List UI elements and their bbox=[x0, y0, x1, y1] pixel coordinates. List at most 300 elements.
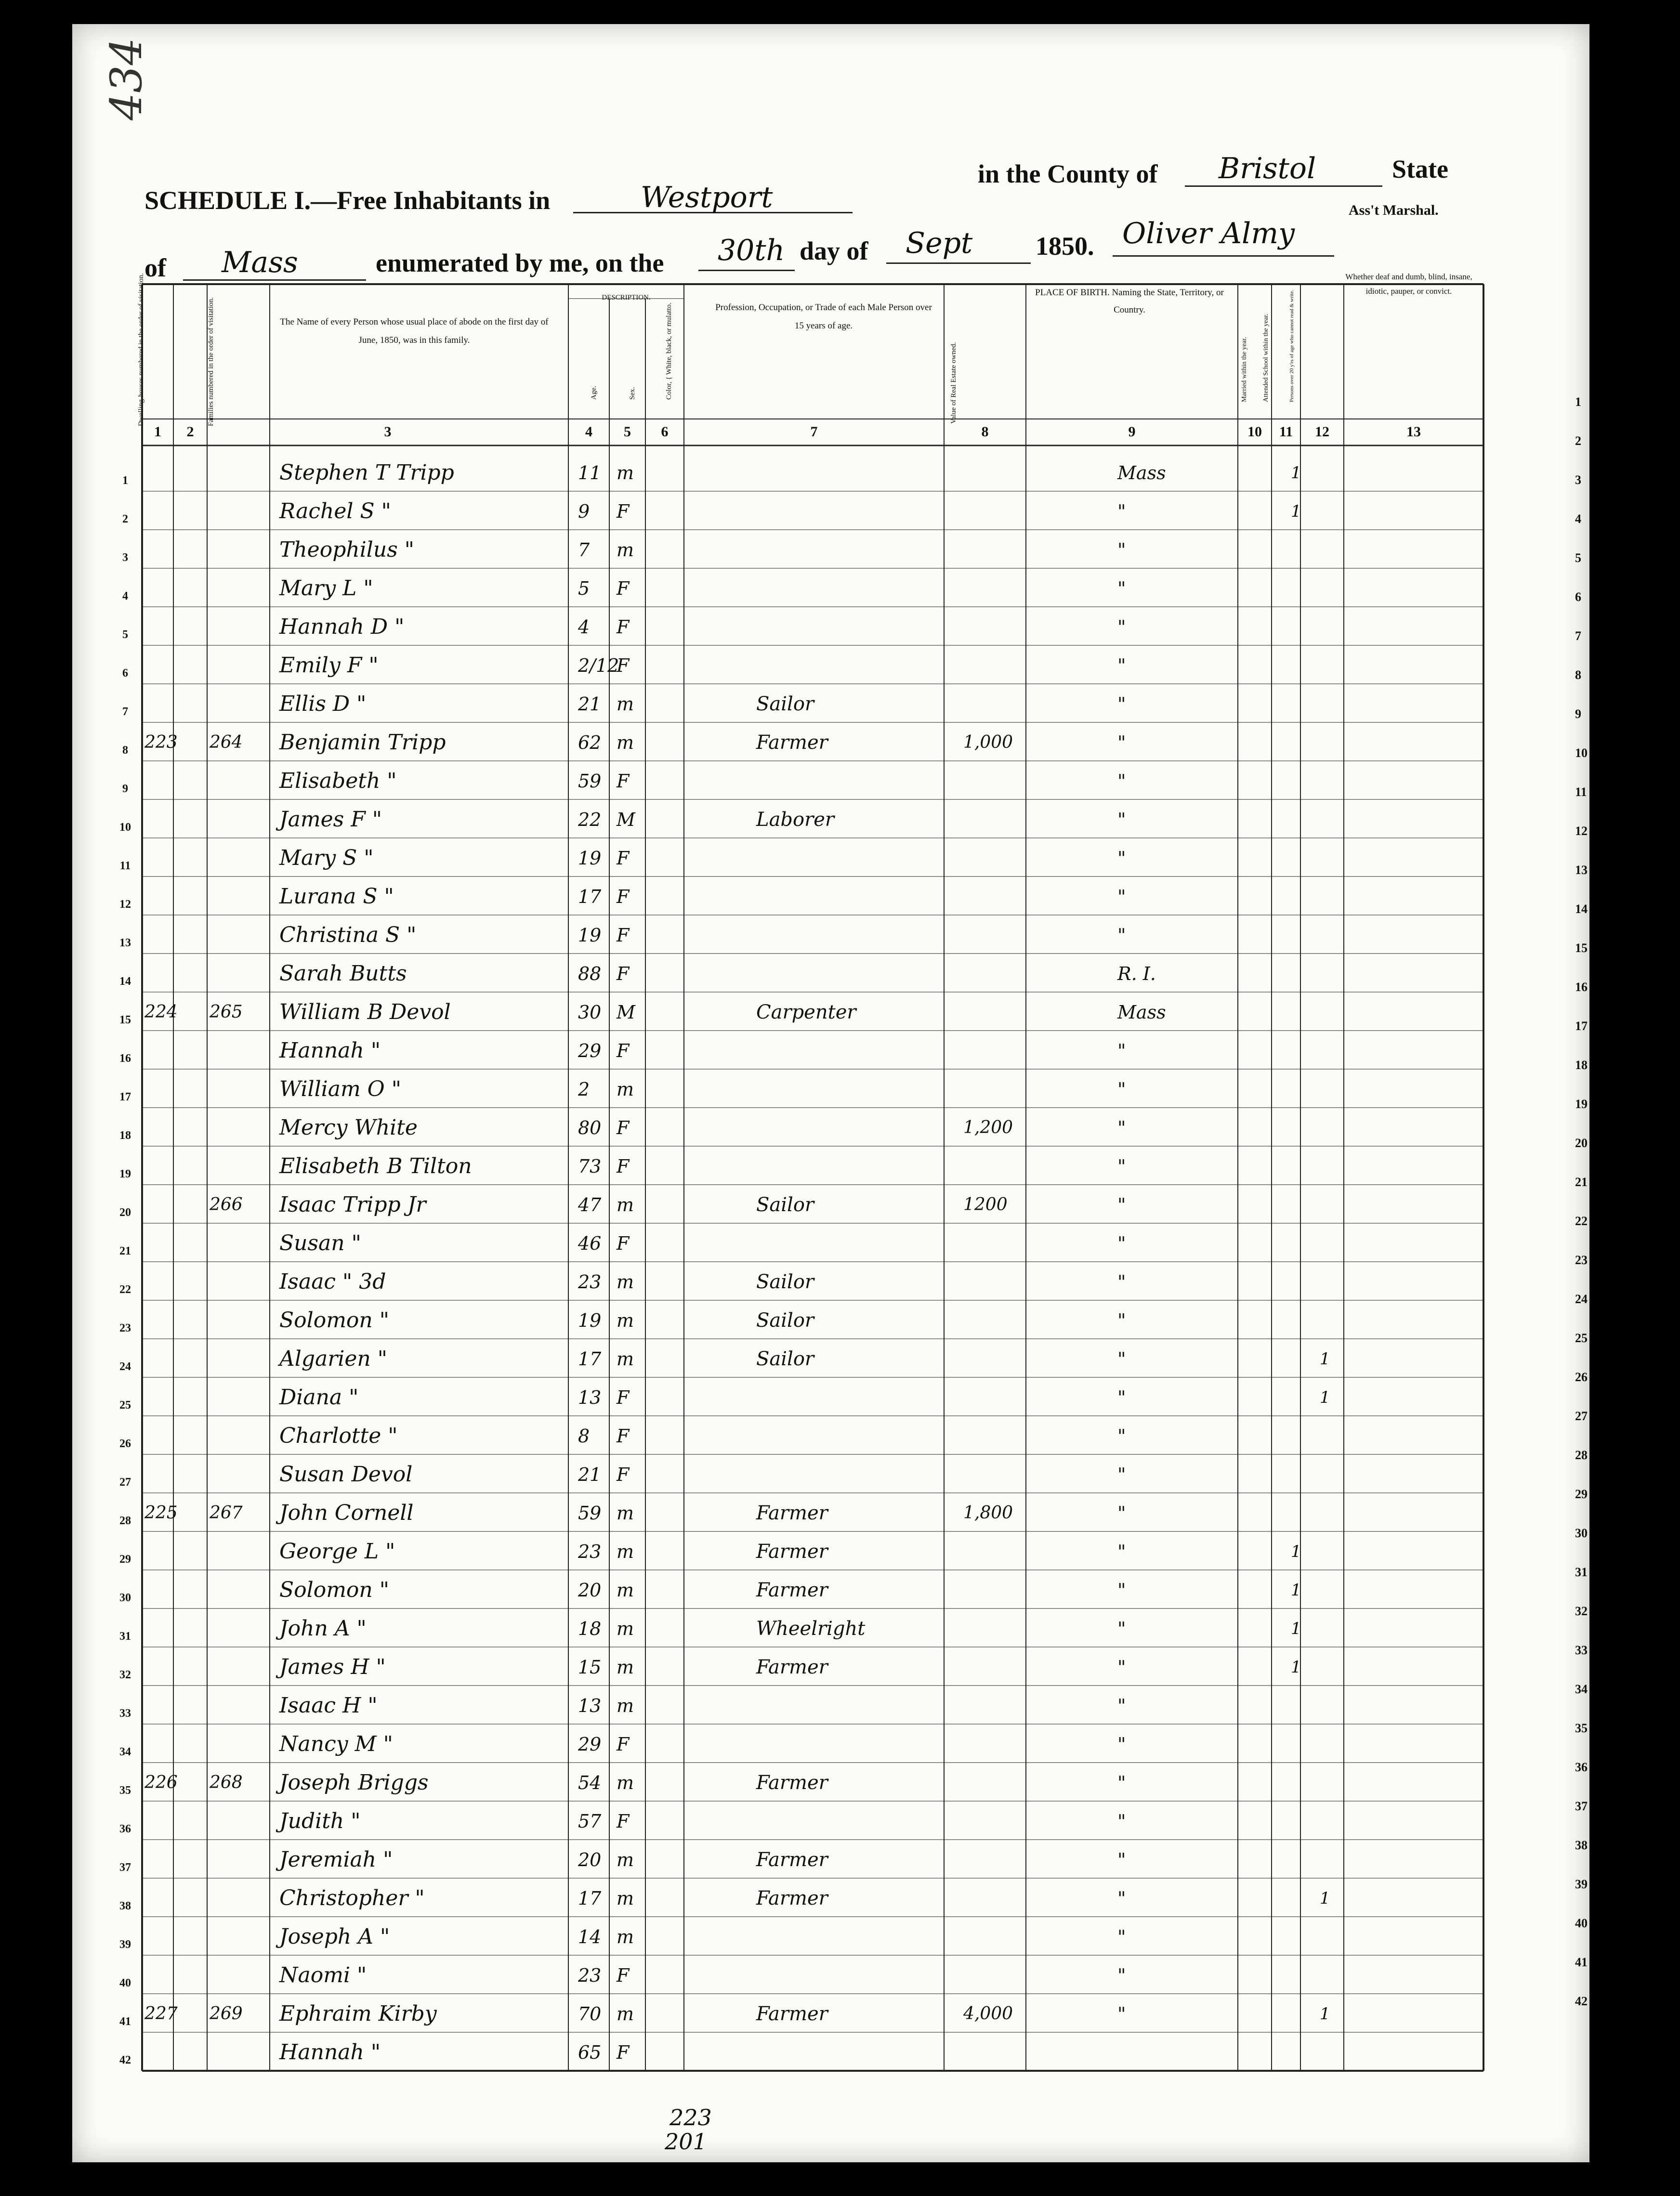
birthplace-value: " bbox=[1117, 1849, 1126, 1870]
sex-value: m bbox=[617, 1348, 634, 1370]
birthplace-value: " bbox=[1117, 1117, 1126, 1138]
person-name: Hannah " bbox=[279, 1038, 381, 1063]
column-number: 7 bbox=[810, 424, 818, 440]
age-value: 54 bbox=[578, 1772, 602, 1793]
adjacent-line-number: 31 bbox=[1575, 1565, 1588, 1579]
age-value: 23 bbox=[578, 1541, 602, 1562]
line-number: 4 bbox=[122, 590, 128, 602]
age-value: 8 bbox=[578, 1425, 590, 1447]
person-name: Ephraim Kirby bbox=[279, 2001, 437, 2026]
adjacent-line-number: 11 bbox=[1575, 785, 1587, 799]
of-label: of bbox=[144, 253, 166, 282]
sex-value: m bbox=[617, 2003, 634, 2025]
birthplace-value: " bbox=[1117, 616, 1126, 638]
line-number: 24 bbox=[119, 1360, 131, 1373]
person-name: Jeremiah " bbox=[279, 1847, 393, 1872]
age-value: 11 bbox=[578, 462, 602, 484]
person-name: Mary L " bbox=[279, 576, 373, 601]
birthplace-value: " bbox=[1117, 1156, 1126, 1177]
age-value: 13 bbox=[578, 1387, 602, 1408]
sex-value: F bbox=[617, 1811, 630, 1832]
family-number: 268 bbox=[210, 1773, 243, 1792]
line-number: 41 bbox=[119, 2015, 131, 2028]
sex-value: F bbox=[617, 616, 630, 638]
person-name: Joseph A " bbox=[279, 1924, 390, 1949]
person-name: Nancy M " bbox=[279, 1732, 393, 1756]
birthplace-value: " bbox=[1117, 539, 1126, 561]
column-number: 10 bbox=[1247, 424, 1262, 440]
sex-value: F bbox=[617, 771, 630, 792]
birthplace-value: " bbox=[1117, 1888, 1126, 1909]
birthplace-value: " bbox=[1117, 501, 1126, 522]
school-mark: 1 bbox=[1291, 1542, 1301, 1561]
age-value: 19 bbox=[578, 1310, 602, 1331]
sex-value: F bbox=[617, 963, 630, 984]
adjacent-line-number: 8 bbox=[1575, 668, 1581, 682]
age-value: 59 bbox=[578, 771, 602, 792]
birthplace-value: " bbox=[1117, 1348, 1126, 1370]
line-number: 36 bbox=[119, 1823, 131, 1835]
line-number: 17 bbox=[119, 1091, 131, 1103]
county-label: in the County of bbox=[978, 159, 1158, 188]
age-value: 22 bbox=[578, 809, 602, 830]
person-name: Mercy White bbox=[279, 1115, 418, 1140]
family-number: 265 bbox=[210, 1002, 243, 1022]
header-illiterate: Persons over 20 y'rs of age who cannot read & write. bbox=[1289, 289, 1295, 402]
line-number: 25 bbox=[119, 1399, 131, 1412]
schedule-title: SCHEDULE I.—Free Inhabitants in bbox=[144, 186, 551, 215]
person-name: Susan Devol bbox=[279, 1462, 413, 1487]
line-number: 18 bbox=[119, 1129, 131, 1142]
age-value: 5 bbox=[578, 578, 590, 599]
adjacent-line-number: 20 bbox=[1575, 1136, 1588, 1150]
birthplace-value: " bbox=[1117, 1734, 1126, 1755]
person-name: Theophilus " bbox=[279, 537, 415, 562]
birthplace-value: " bbox=[1117, 1541, 1126, 1562]
sex-value: F bbox=[617, 1040, 630, 1061]
adjacent-line-number: 17 bbox=[1575, 1019, 1588, 1033]
birthplace-value: Mass bbox=[1117, 462, 1166, 484]
sex-value: F bbox=[617, 1965, 630, 1986]
footer-tally-bottom: 201 bbox=[665, 2129, 707, 2155]
school-mark: 1 bbox=[1291, 1619, 1301, 1638]
dwelling-number: 227 bbox=[144, 2004, 178, 2024]
birthplace-value: " bbox=[1117, 1387, 1126, 1408]
adjacent-line-number: 13 bbox=[1575, 863, 1588, 877]
column-number: 6 bbox=[661, 424, 669, 440]
real-estate-value: 1,000 bbox=[963, 732, 1013, 752]
birthplace-value: " bbox=[1117, 886, 1126, 907]
birthplace-value: " bbox=[1117, 1926, 1126, 1948]
adjacent-line-number: 14 bbox=[1575, 902, 1588, 916]
sex-value: F bbox=[617, 1117, 630, 1138]
age-value: 23 bbox=[578, 1271, 602, 1293]
adjacent-line-number: 21 bbox=[1575, 1175, 1588, 1189]
sex-value: M bbox=[617, 809, 635, 830]
column-number: 9 bbox=[1128, 424, 1136, 440]
adjacent-line-number: 4 bbox=[1575, 512, 1581, 526]
age-value: 17 bbox=[578, 1888, 602, 1909]
occupation-value: Sailor bbox=[756, 1348, 814, 1370]
age-value: 23 bbox=[578, 1965, 602, 1986]
occupation-value: Farmer bbox=[756, 1541, 828, 1563]
person-name: Joseph Briggs bbox=[279, 1770, 429, 1795]
sex-value: m bbox=[617, 1888, 634, 1909]
person-name: William O " bbox=[279, 1077, 401, 1101]
family-number: 266 bbox=[210, 1195, 243, 1215]
sex-value: m bbox=[617, 1926, 634, 1948]
occupation-value: Sailor bbox=[756, 1271, 814, 1293]
adjacent-line-number: 18 bbox=[1575, 1058, 1588, 1072]
line-number: 34 bbox=[119, 1746, 131, 1758]
age-value: 13 bbox=[578, 1695, 602, 1716]
header-color: Color, { White, black, or mulatto. bbox=[665, 302, 673, 400]
occupation-value: Wheelright bbox=[756, 1618, 866, 1640]
column-number: 3 bbox=[384, 424, 392, 440]
adjacent-line-number: 32 bbox=[1575, 1604, 1588, 1618]
birthplace-value: " bbox=[1117, 1657, 1126, 1678]
column-number: 12 bbox=[1315, 424, 1329, 440]
person-name: Hannah D " bbox=[279, 614, 405, 639]
age-value: 2 bbox=[578, 1079, 590, 1100]
age-value: 57 bbox=[578, 1811, 602, 1832]
sex-value: m bbox=[617, 1580, 634, 1601]
adjacent-line-number: 41 bbox=[1575, 1955, 1588, 1969]
family-number: 267 bbox=[210, 1503, 243, 1523]
real-estate-value: 1200 bbox=[963, 1195, 1008, 1215]
adjacent-line-number: 40 bbox=[1575, 1916, 1588, 1930]
birthplace-value: " bbox=[1117, 1580, 1126, 1601]
adjacent-line-number: 12 bbox=[1575, 824, 1588, 838]
family-number: 264 bbox=[210, 732, 243, 752]
line-number: 5 bbox=[122, 628, 128, 641]
line-number: 8 bbox=[122, 744, 128, 757]
person-name: Isaac Tripp Jr bbox=[279, 1192, 426, 1217]
person-name: James H " bbox=[279, 1655, 386, 1679]
sex-value: F bbox=[617, 886, 630, 907]
page-number: 434 bbox=[101, 38, 152, 120]
adjacent-line-number: 15 bbox=[1575, 941, 1588, 955]
age-value: 29 bbox=[578, 1734, 602, 1755]
birthplace-value: " bbox=[1117, 693, 1126, 715]
adjacent-line-number: 2 bbox=[1575, 434, 1581, 448]
sex-value: m bbox=[617, 1849, 634, 1870]
occupation-value: Farmer bbox=[756, 732, 828, 754]
adjacent-line-number: 3 bbox=[1575, 473, 1581, 487]
line-number: 31 bbox=[119, 1630, 131, 1643]
sex-value: F bbox=[617, 1233, 630, 1254]
birthplace-value: " bbox=[1117, 809, 1126, 830]
adjacent-line-number: 22 bbox=[1575, 1214, 1588, 1228]
column-number: 13 bbox=[1406, 424, 1421, 440]
birthplace-value: " bbox=[1117, 848, 1126, 869]
person-name: Ellis D " bbox=[279, 692, 367, 716]
header-occupation: Profession, Occupation, or Trade of each Male Person over 15 years of age. bbox=[715, 302, 932, 331]
birthplace-value: " bbox=[1117, 2003, 1126, 2025]
line-number: 9 bbox=[122, 783, 128, 795]
adjacent-line-number: 24 bbox=[1575, 1292, 1588, 1306]
birthplace-value: " bbox=[1117, 1310, 1126, 1331]
adjacent-line-number: 5 bbox=[1575, 551, 1581, 565]
person-name: Isaac " 3d bbox=[279, 1269, 386, 1294]
age-value: 73 bbox=[578, 1156, 602, 1177]
footer-tally-top: 223 bbox=[669, 2104, 712, 2131]
line-number: 26 bbox=[119, 1438, 131, 1450]
line-number: 11 bbox=[119, 860, 131, 872]
occupation-value: Sailor bbox=[756, 1194, 814, 1216]
person-name: Mary S " bbox=[279, 846, 374, 870]
birthplace-value: " bbox=[1117, 578, 1126, 599]
line-number: 21 bbox=[119, 1245, 131, 1257]
sex-value: m bbox=[617, 693, 634, 715]
column-number: 4 bbox=[585, 424, 592, 440]
line-number: 20 bbox=[119, 1206, 131, 1219]
sex-value: m bbox=[617, 462, 634, 484]
column-number: 5 bbox=[624, 424, 631, 440]
adjacent-line-number: 33 bbox=[1575, 1643, 1588, 1657]
school-mark: 1 bbox=[1291, 1581, 1301, 1600]
line-number: 22 bbox=[119, 1283, 131, 1296]
adjacent-line-number: 6 bbox=[1575, 590, 1581, 604]
person-name: James F " bbox=[279, 807, 382, 832]
line-number: 33 bbox=[119, 1707, 131, 1720]
line-number: 12 bbox=[119, 898, 131, 911]
marshal-label: Ass't Marshal. bbox=[1349, 202, 1439, 218]
person-name: Lurana S " bbox=[279, 884, 394, 909]
sex-value: F bbox=[617, 925, 630, 946]
birthplace-value: " bbox=[1117, 1233, 1126, 1254]
header-family: Families numbered in the order of visitation. bbox=[207, 297, 215, 426]
person-name: Hannah " bbox=[279, 2040, 381, 2065]
occupation-value: Farmer bbox=[756, 1502, 828, 1524]
birthplace-value: " bbox=[1117, 1618, 1126, 1639]
occupation-value: Farmer bbox=[756, 1579, 828, 1601]
real-estate-value: 1,800 bbox=[963, 1503, 1013, 1523]
occupation-value: Carpenter bbox=[756, 1001, 856, 1023]
line-number: 27 bbox=[119, 1476, 131, 1489]
person-name: Christina S " bbox=[279, 923, 417, 947]
sex-value: m bbox=[617, 732, 634, 753]
header-dwelling: Dwelling-houses numbered in the order of visitation. bbox=[137, 273, 145, 426]
birthplace-value: Mass bbox=[1117, 1002, 1166, 1023]
sex-value: F bbox=[617, 1156, 630, 1177]
real-estate-value: 4,000 bbox=[963, 2004, 1013, 2024]
header-real-estate: Value of Real Estate owned. bbox=[950, 342, 958, 424]
age-value: 19 bbox=[578, 925, 602, 946]
sex-value: m bbox=[617, 1271, 634, 1293]
sex-value: m bbox=[617, 1079, 634, 1100]
age-value: 20 bbox=[578, 1849, 602, 1870]
age-value: 14 bbox=[578, 1926, 602, 1948]
line-number: 29 bbox=[119, 1553, 131, 1566]
sex-value: m bbox=[617, 1618, 634, 1639]
county-name: Bristol bbox=[1219, 152, 1316, 185]
person-name: George L " bbox=[279, 1539, 395, 1564]
age-value: 65 bbox=[578, 2042, 602, 2063]
line-number: 38 bbox=[119, 1900, 131, 1912]
sex-value: F bbox=[617, 501, 630, 522]
place-name: Westport bbox=[641, 181, 773, 214]
illiterate-mark: 1 bbox=[1320, 1388, 1330, 1407]
adjacent-line-number: 1 bbox=[1575, 395, 1581, 409]
age-value: 21 bbox=[578, 1464, 602, 1485]
adjacent-line-number: 39 bbox=[1575, 1877, 1588, 1891]
age-value: 17 bbox=[578, 1348, 602, 1370]
adjacent-line-number: 25 bbox=[1575, 1331, 1588, 1345]
line-number: 23 bbox=[119, 1322, 131, 1334]
line-number: 13 bbox=[119, 937, 131, 949]
person-name: Susan " bbox=[279, 1231, 361, 1255]
occupation-value: Farmer bbox=[756, 2003, 828, 2025]
header-sex: Sex. bbox=[629, 387, 636, 400]
dwelling-number: 226 bbox=[144, 1773, 178, 1792]
adjacent-line-number: 27 bbox=[1575, 1409, 1588, 1423]
state-name: Mass bbox=[222, 246, 298, 279]
birthplace-value: " bbox=[1117, 1464, 1126, 1485]
person-name: Diana " bbox=[279, 1385, 359, 1410]
person-name: Benjamin Tripp bbox=[279, 730, 446, 755]
birthplace-value: " bbox=[1117, 1271, 1126, 1293]
age-value: 15 bbox=[578, 1657, 602, 1678]
illiterate-mark: 1 bbox=[1320, 1889, 1330, 1908]
sex-value: F bbox=[617, 1734, 630, 1755]
column-number: 1 bbox=[154, 424, 161, 440]
column-number: 8 bbox=[981, 424, 989, 440]
header-age: Age. bbox=[590, 386, 598, 400]
school-mark: 1 bbox=[1291, 502, 1301, 521]
person-name: Emily F " bbox=[279, 653, 379, 678]
occupation-value: Laborer bbox=[756, 809, 835, 831]
adjacent-line-number: 19 bbox=[1575, 1097, 1588, 1111]
adjacent-line-number: 38 bbox=[1575, 1838, 1588, 1852]
sex-value: m bbox=[617, 1310, 634, 1331]
adjacent-line-number: 26 bbox=[1575, 1370, 1588, 1384]
birthplace-value: " bbox=[1117, 771, 1126, 792]
marshal-name: Oliver Almy bbox=[1122, 217, 1295, 250]
age-value: 62 bbox=[578, 732, 602, 753]
illiterate-mark: 1 bbox=[1320, 1349, 1330, 1369]
sex-value: m bbox=[617, 1657, 634, 1678]
adjacent-line-number: 16 bbox=[1575, 980, 1588, 994]
dwelling-number: 225 bbox=[144, 1503, 178, 1523]
enumeration-month: Sept bbox=[906, 226, 973, 260]
line-number: 7 bbox=[122, 706, 128, 718]
age-value: 21 bbox=[578, 693, 602, 715]
occupation-value: Farmer bbox=[756, 1849, 828, 1871]
person-name: Charlotte " bbox=[279, 1424, 398, 1448]
person-name: Rachel S " bbox=[279, 499, 391, 523]
birthplace-value: " bbox=[1117, 1194, 1126, 1216]
header-married: Married within the year. bbox=[1241, 337, 1248, 402]
person-name: Elisabeth " bbox=[279, 769, 397, 793]
adjacent-line-number: 28 bbox=[1575, 1448, 1588, 1462]
sex-value: F bbox=[617, 848, 630, 869]
age-value: 46 bbox=[578, 1233, 602, 1254]
column-number: 2 bbox=[186, 424, 194, 440]
adjacent-line-number: 9 bbox=[1575, 707, 1581, 721]
occupation-value: Farmer bbox=[756, 1887, 828, 1909]
enumerated-label: enumerated by me, on the bbox=[376, 248, 664, 277]
line-number: 2 bbox=[122, 513, 128, 525]
age-value: 2/12 bbox=[578, 655, 619, 676]
age-value: 17 bbox=[578, 886, 602, 907]
enumeration-day: 30th bbox=[718, 234, 785, 267]
person-name: Stephen T Tripp bbox=[279, 460, 454, 485]
age-value: 30 bbox=[578, 1002, 602, 1023]
adjacent-line-number: 36 bbox=[1575, 1760, 1588, 1774]
sex-value: m bbox=[617, 1772, 634, 1793]
adjacent-line-number: 30 bbox=[1575, 1526, 1588, 1540]
sex-value: m bbox=[617, 539, 634, 561]
age-value: 88 bbox=[578, 963, 602, 984]
adjacent-line-number: 29 bbox=[1575, 1487, 1588, 1501]
line-number: 28 bbox=[119, 1515, 131, 1527]
sex-value: m bbox=[617, 1541, 634, 1562]
line-number: 40 bbox=[119, 1977, 131, 1989]
age-value: 9 bbox=[578, 501, 590, 522]
person-name: Solomon " bbox=[279, 1308, 389, 1333]
occupation-value: Sailor bbox=[756, 693, 814, 715]
birthplace-value: " bbox=[1117, 732, 1126, 753]
age-value: 7 bbox=[578, 539, 590, 561]
sex-value: M bbox=[617, 1002, 635, 1023]
adjacent-line-number: 42 bbox=[1575, 1994, 1588, 2008]
real-estate-value: 1,200 bbox=[963, 1118, 1013, 1137]
birthplace-value: " bbox=[1117, 655, 1126, 676]
adjacent-page-line-numbers bbox=[1556, 366, 1618, 2148]
person-name: Elisabeth B Tilton bbox=[279, 1154, 472, 1178]
person-name: Naomi " bbox=[279, 1963, 367, 1987]
header-description: DESCRIPTION. bbox=[602, 294, 651, 301]
birthplace-value: " bbox=[1117, 1079, 1126, 1100]
line-number: 30 bbox=[119, 1592, 131, 1604]
sex-value: m bbox=[617, 1503, 634, 1524]
age-value: 29 bbox=[578, 1040, 602, 1061]
line-number: 1 bbox=[122, 474, 128, 487]
family-number: 269 bbox=[210, 2004, 243, 2024]
age-value: 20 bbox=[578, 1580, 602, 1601]
adjacent-line-number: 35 bbox=[1575, 1721, 1588, 1735]
line-number: 39 bbox=[119, 1938, 131, 1951]
column-number: 11 bbox=[1279, 424, 1293, 440]
day-of-label: day of bbox=[800, 236, 868, 265]
person-name: Judith " bbox=[279, 1809, 361, 1833]
birthplace-value: " bbox=[1117, 1695, 1126, 1716]
birthplace-value: " bbox=[1117, 1772, 1126, 1793]
age-value: 18 bbox=[578, 1618, 602, 1639]
school-mark: 1 bbox=[1291, 1658, 1301, 1677]
age-value: 47 bbox=[578, 1194, 602, 1216]
illiterate-mark: 1 bbox=[1320, 2004, 1330, 2024]
line-number: 15 bbox=[119, 1014, 131, 1026]
person-name: John A " bbox=[279, 1616, 367, 1641]
line-number: 6 bbox=[122, 667, 128, 680]
dwelling-number: 223 bbox=[144, 732, 178, 752]
occupation-value: Farmer bbox=[756, 1772, 828, 1794]
state-label: State bbox=[1392, 155, 1448, 183]
school-mark: 1 bbox=[1291, 463, 1301, 483]
birthplace-value: " bbox=[1117, 925, 1126, 946]
line-number: 16 bbox=[119, 1052, 131, 1065]
person-name: Solomon " bbox=[279, 1578, 389, 1602]
age-value: 19 bbox=[578, 848, 602, 869]
line-number: 14 bbox=[119, 975, 131, 988]
line-number: 37 bbox=[119, 1861, 131, 1874]
adjacent-line-number: 10 bbox=[1575, 746, 1588, 760]
person-name: Isaac H " bbox=[279, 1693, 378, 1718]
birthplace-value: " bbox=[1117, 1965, 1126, 1986]
sex-value: F bbox=[617, 655, 630, 676]
